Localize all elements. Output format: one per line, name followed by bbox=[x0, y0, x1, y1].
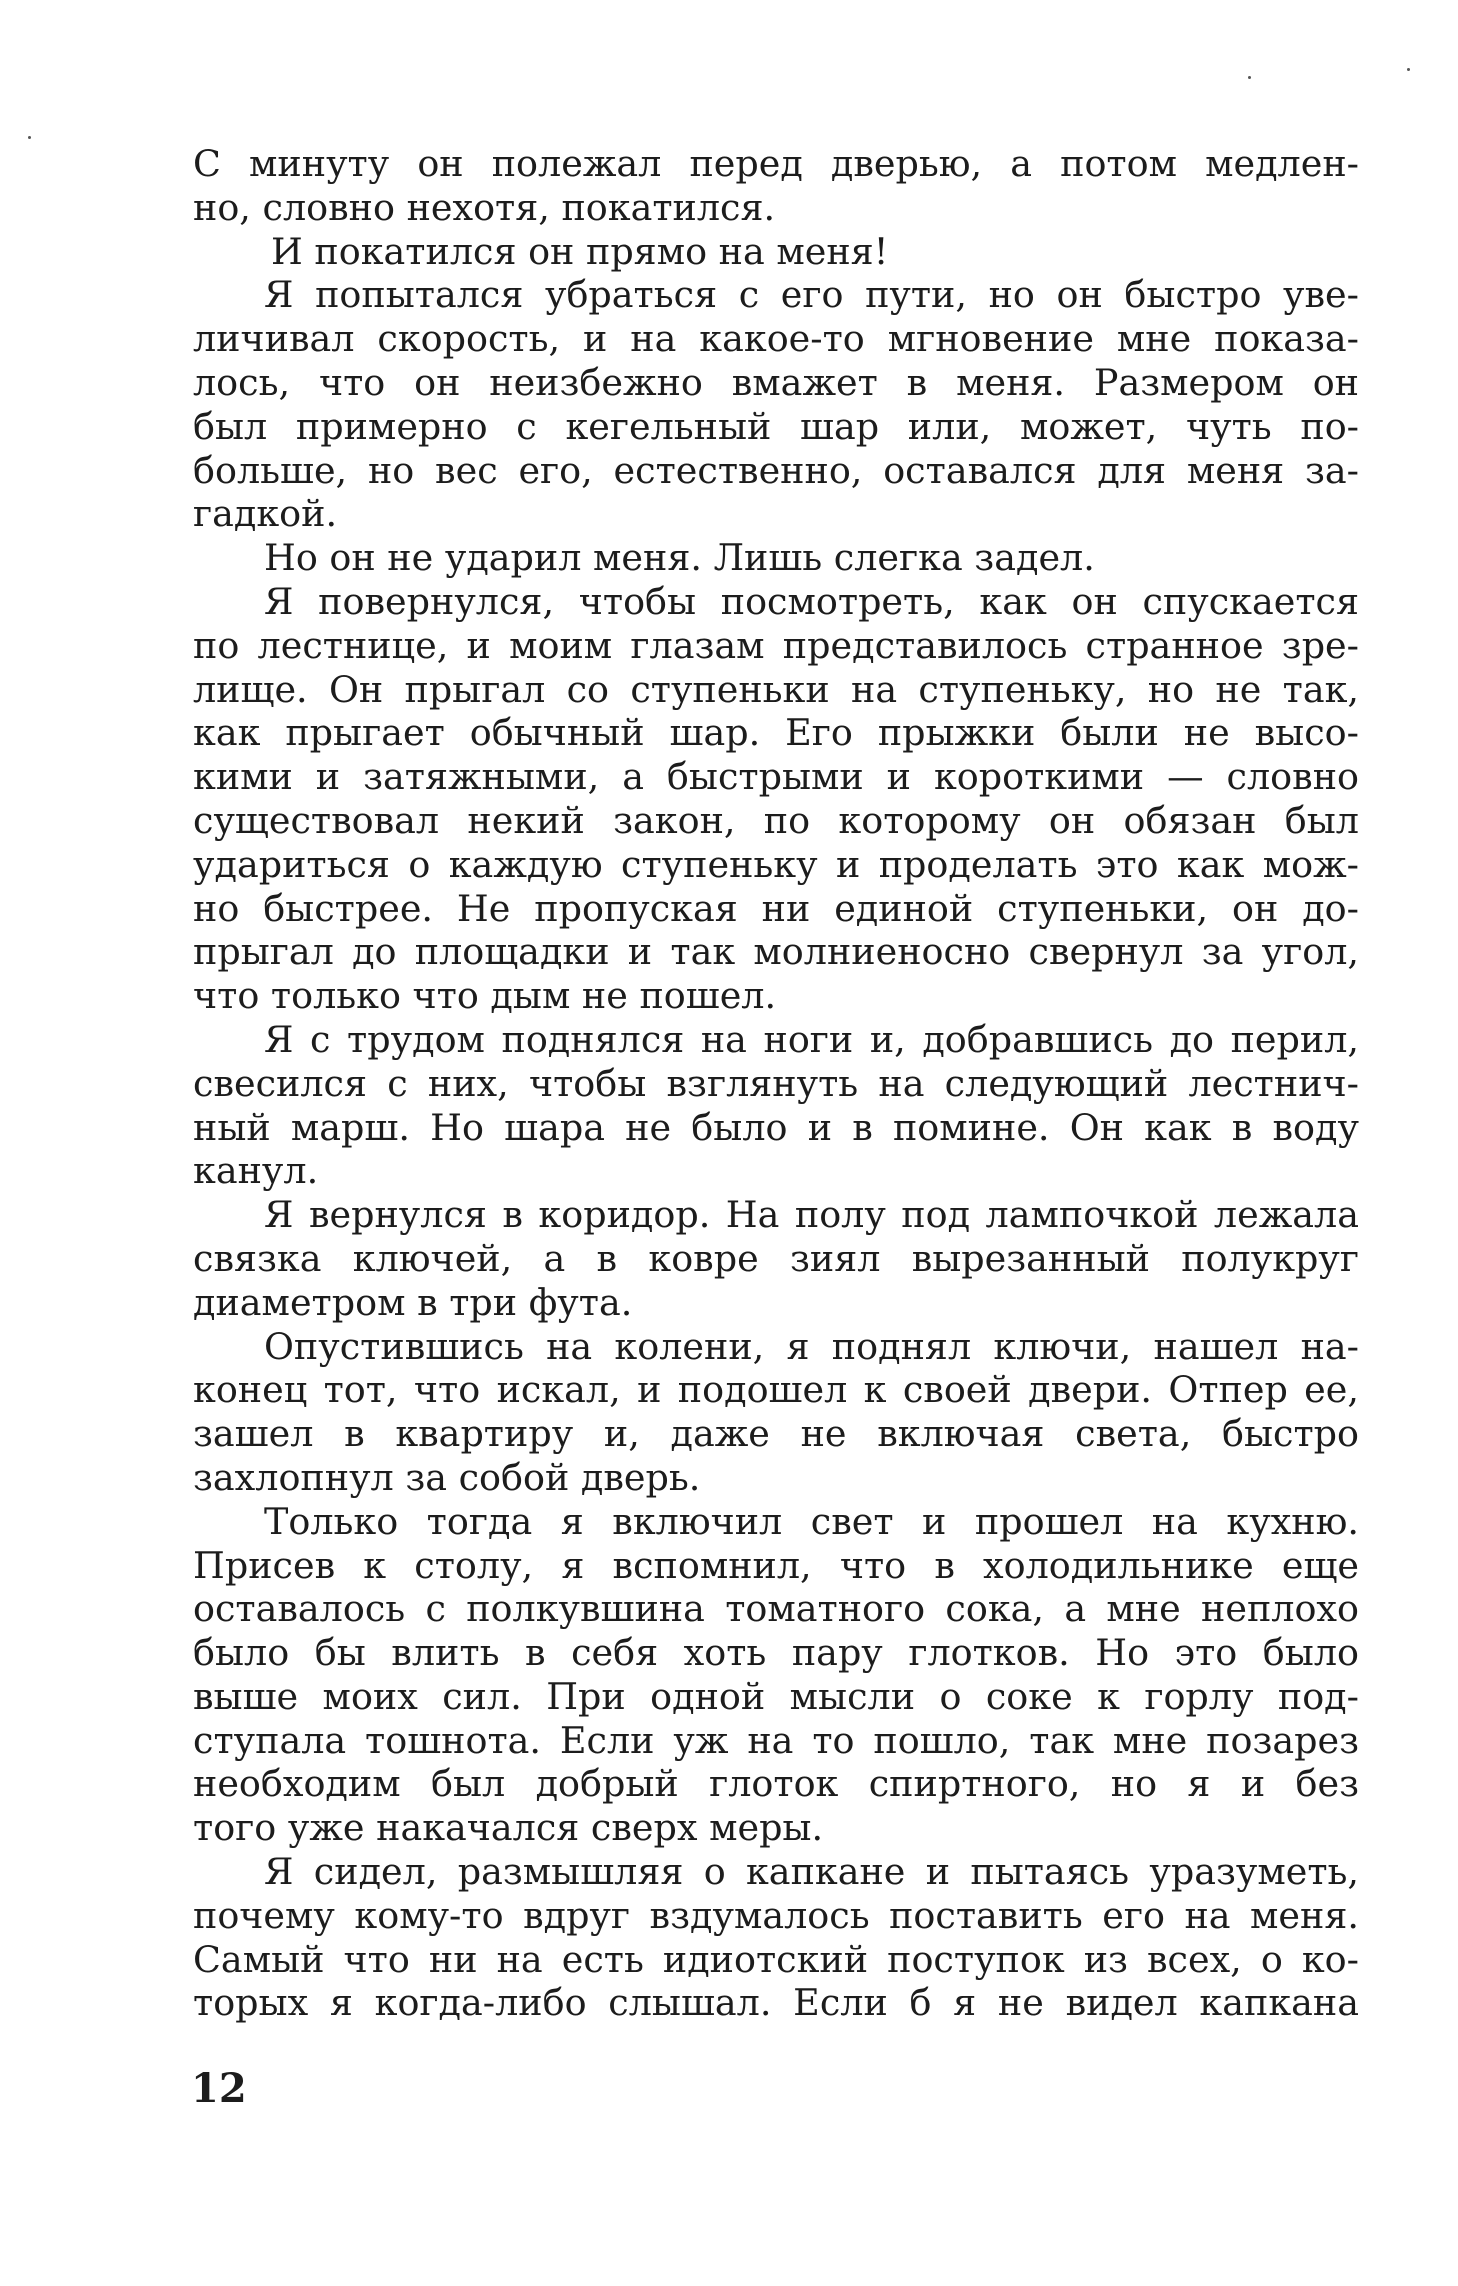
text-line: было бы влить в себя хоть пару глотков. Но это было bbox=[193, 1631, 1359, 1675]
scan-speck bbox=[1248, 76, 1251, 79]
text-line: Я вернулся в коридор. На полу под лампочкой лежала bbox=[264, 1193, 1359, 1237]
text-line: удариться о каждую ступеньку и проделать это как мож- bbox=[193, 842, 1359, 886]
text-line: прыгал до площадки и так молниеносно свернул за угол, bbox=[193, 930, 1359, 974]
text-line: почему кому-то вдруг вздумалось поставить его на меня. bbox=[193, 1893, 1359, 1937]
text-line: лось, что он неизбежно вмажет в меня. Размером он bbox=[193, 360, 1359, 404]
text-line: Я сидел, размышляя о капкане и пытаясь уразуметь, bbox=[264, 1850, 1359, 1894]
text-line: но, словно нехотя, покатился. bbox=[193, 185, 776, 229]
scan-speck bbox=[1407, 68, 1410, 71]
text-line: существовал некий закон, по которому он обязан был bbox=[193, 798, 1359, 842]
text-line: Я повернулся, чтобы посмотреть, как он спускается bbox=[264, 579, 1359, 623]
text-line: Только тогда я включил свет и прошел на кухню. bbox=[264, 1499, 1359, 1543]
text-line: что только что дым не пошел. bbox=[193, 974, 777, 1018]
text-line: канул. bbox=[193, 1149, 319, 1193]
text-line: захлопнул за собой дверь. bbox=[193, 1455, 701, 1499]
text-line: Опустившись на колени, я поднял ключи, нашел на- bbox=[264, 1324, 1359, 1368]
text-line: Я с трудом поднялся на ноги и, добравшись до перил, bbox=[264, 1017, 1359, 1061]
body-text bbox=[193, 142, 1359, 2025]
text-line: конец тот, что искал, и подошел к своей двери. Отпер ее, bbox=[193, 1368, 1359, 1412]
text-line: ступала тошнота. Если уж на то пошло, так мне позарез bbox=[193, 1718, 1359, 1762]
text-line: но быстрее. Не пропуская ни единой ступеньки, он до- bbox=[193, 886, 1359, 930]
text-line: кими и затяжными, а быстрыми и короткими — словно bbox=[193, 755, 1359, 799]
text-line: того уже накачался сверх меры. bbox=[193, 1806, 824, 1850]
text-line: лище. Он прыгал со ступеньки на ступеньку, но не так, bbox=[193, 667, 1359, 711]
text-line: выше моих сил. При одной мысли о соке к горлу под- bbox=[193, 1674, 1359, 1718]
scan-speck bbox=[28, 136, 31, 139]
text-line: оставалось с полкувшина томатного сока, а мне неплохо bbox=[193, 1587, 1359, 1631]
text-line: Самый что ни на есть идиотский поступок из всех, о ко- bbox=[193, 1937, 1359, 1981]
text-line: С минуту он полежал перед дверью, а потом медлен- bbox=[193, 142, 1359, 185]
text-line: торых я когда-либо слышал. Если б я не видел капкана bbox=[193, 1981, 1359, 2025]
text-line: личивал скорость, и на какое-то мгновение мне показа- bbox=[193, 317, 1359, 361]
text-line: связка ключей, а в ковре зиял вырезанный полукруг bbox=[193, 1236, 1359, 1280]
text-line: был примерно с кегельный шар или, может, чуть по- bbox=[193, 404, 1359, 448]
text-line: Но он не ударил меня. Лишь слегка задел. bbox=[264, 536, 1095, 580]
text-line: свесился с них, чтобы взглянуть на следующий лестнич- bbox=[193, 1061, 1359, 1105]
text-line: И покатился он прямо на меня! bbox=[271, 229, 889, 273]
text-line: по лестнице, и моим глазам представилось странное зре- bbox=[193, 623, 1359, 667]
text-line: необходим был добрый глоток спиртного, но я и без bbox=[193, 1762, 1359, 1806]
text-line: зашел в квартиру и, даже не включая света, быстро bbox=[193, 1412, 1359, 1456]
page-number: 12 bbox=[191, 2065, 247, 2112]
text-line: больше, но вес его, естественно, оставался для меня за- bbox=[193, 448, 1359, 492]
text-line: гадкой. bbox=[193, 492, 338, 536]
text-line: ный марш. Но шара не было и в помине. Он как в воду bbox=[193, 1105, 1359, 1149]
text-line: диаметром в три фута. bbox=[193, 1280, 633, 1324]
text-line: Я попытался убраться с его пути, но он быстро уве- bbox=[264, 273, 1359, 317]
text-line: как прыгает обычный шар. Его прыжки были не высо- bbox=[193, 711, 1359, 755]
text-line: Присев к столу, я вспомнил, что в холодильнике еще bbox=[193, 1543, 1359, 1587]
